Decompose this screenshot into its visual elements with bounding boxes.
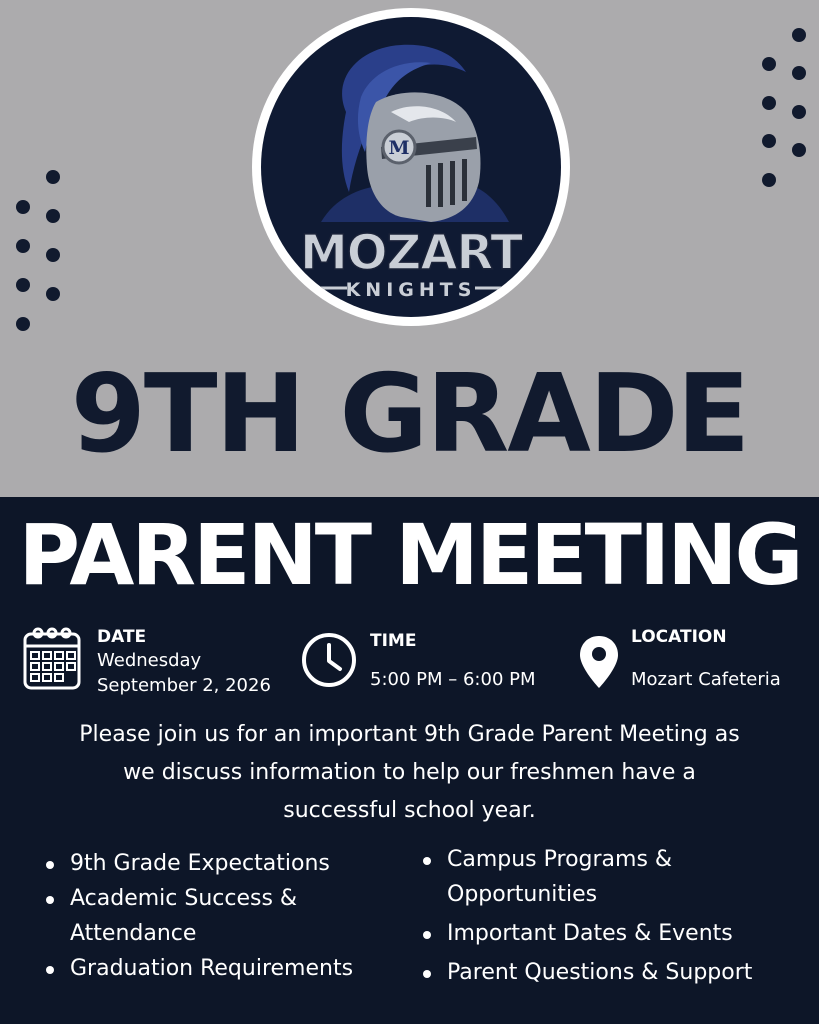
time-label: TIME xyxy=(370,631,417,651)
intro-paragraph xyxy=(20,716,799,830)
headline-grade: 9TH GRADE xyxy=(70,352,749,477)
list-item: Academic Success & Attendance xyxy=(44,881,414,951)
date-weekday: Wednesday xyxy=(97,650,202,671)
clock-icon xyxy=(300,631,358,689)
topics-list-right xyxy=(421,842,811,990)
calendar-icon xyxy=(22,626,82,692)
list-item: Graduation Requirements xyxy=(44,951,414,986)
logo-team-name: KNIGHTS xyxy=(345,279,477,301)
intro-line: successful school year. xyxy=(283,798,536,823)
location-value: Mozart Cafeteria xyxy=(631,669,781,690)
topics-list-left xyxy=(44,846,414,986)
list-item: Important Dates & Events xyxy=(421,916,811,951)
list-item: Campus Programs & Opportunities xyxy=(421,842,811,912)
logo-badge xyxy=(261,17,561,317)
date-value: September 2, 2026 xyxy=(97,675,271,696)
list-item: 9th Grade Expectations xyxy=(44,846,414,881)
intro-line: we discuss information to help our freshmen have a xyxy=(123,760,696,785)
headline-parent-meeting: PARENT MEETING xyxy=(18,506,801,604)
knight-helmet-icon xyxy=(261,17,561,317)
logo-school-name: MOZART xyxy=(299,225,523,281)
location-label: LOCATION xyxy=(631,627,727,647)
list-item: Parent Questions & Support xyxy=(421,955,811,990)
map-pin-icon xyxy=(578,634,620,690)
date-label: DATE xyxy=(97,627,147,647)
school-logo xyxy=(252,8,570,326)
intro-line: Please join us for an important 9th Grade Parent Meeting as xyxy=(79,722,740,747)
emblem-letter: M xyxy=(388,137,410,159)
time-value: 5:00 PM – 6:00 PM xyxy=(370,669,536,690)
